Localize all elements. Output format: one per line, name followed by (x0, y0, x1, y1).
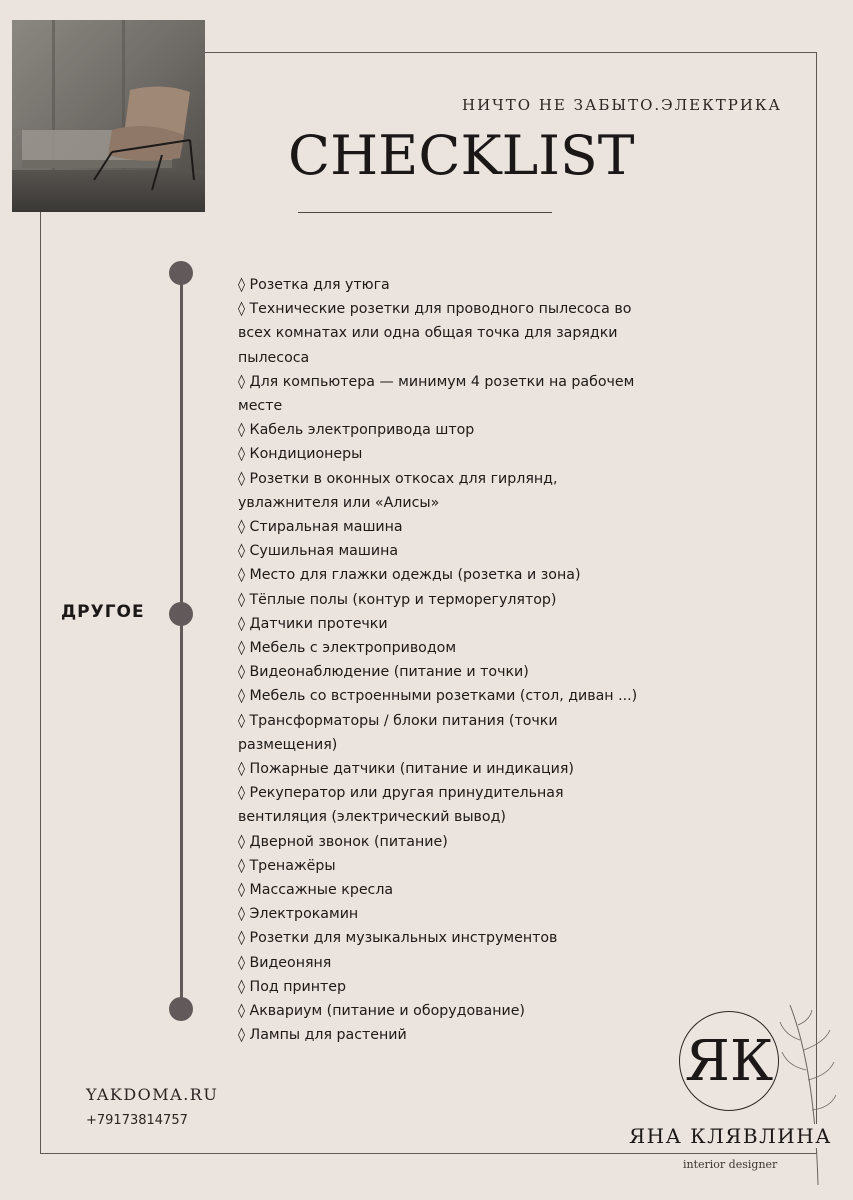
list-item: ◊ Розетки для музыкальных инструментов (238, 930, 558, 947)
list-item: ◊ Место для глажки одежды (розетка и зона) (238, 567, 581, 584)
page-subtitle: НИЧТО НЕ ЗАБЫТО.ЭЛЕКТРИКА (462, 96, 782, 114)
list-item: ◊ Розетка для утюга (238, 277, 390, 293)
list-item: ◊ Датчики протечки (238, 615, 388, 632)
list-item: ◊ Видеонаблюдение (питание и точки) (238, 664, 529, 681)
timeline-line (180, 273, 183, 1009)
page-title: CHECKLIST (288, 124, 635, 187)
list-item: месте (238, 398, 283, 415)
interior-photo (12, 20, 205, 212)
list-item: ◊ Под принтер (238, 978, 346, 995)
list-item: ◊ Видеоняня (238, 954, 332, 971)
leaf-branch-icon (770, 1000, 840, 1190)
list-item: ◊ Технические розетки для проводного пылесоса во (238, 301, 632, 318)
list-item: ◊ Для компьютера — минимум 4 розетки на рабочем (238, 373, 635, 390)
list-item: ◊ Мебель с электроприводом (238, 640, 457, 657)
list-item: пылесоса (238, 349, 310, 366)
list-item: ◊ Мебель со встроенными розетками (стол, диван ...) (238, 688, 638, 705)
list-item: ◊ Массажные кресла (238, 882, 394, 899)
phone-number[interactable]: +79173814757 (86, 1113, 188, 1128)
brand-name: ЯНА КЛЯВЛИНА (629, 1124, 832, 1148)
list-item: ◊ Тёплые полы (контур и терморегулятор) (238, 591, 557, 608)
list-item: ◊ Розетки в оконных откосах для гирлянд, (238, 470, 558, 487)
list-item: ◊ Рекуператор или другая принудительная (238, 785, 564, 802)
list-item: ◊ Сушильная машина (238, 543, 399, 560)
list-item: ◊ Дверной звонок (питание) (238, 833, 448, 850)
list-item: всех комнатах или одна общая точка для зарядки (238, 325, 618, 342)
checklist (238, 273, 678, 1048)
timeline-dot-bottom (169, 997, 193, 1021)
section-label: ДРУГОЕ (61, 602, 145, 622)
list-item: ◊ Лампы для растений (238, 1027, 407, 1044)
list-item: ◊ Кондиционеры (238, 446, 363, 463)
title-divider (298, 212, 552, 213)
timeline-dot-top (169, 261, 193, 285)
list-item: ◊ Стиральная машина (238, 519, 403, 536)
brand-monogram: ЯК (679, 1011, 779, 1111)
list-item: ◊ Электрокамин (238, 906, 359, 923)
timeline-dot-middle (169, 602, 193, 626)
list-item: ◊ Пожарные датчики (питание и индикация) (238, 761, 574, 778)
list-item: ◊ Трансформаторы / блоки питания (точки (238, 712, 558, 729)
list-item: ◊ Кабель электропривода штор (238, 422, 475, 439)
list-item: вентиляция (электрический вывод) (238, 809, 506, 826)
list-item: увлажнителя или «Алисы» (238, 494, 440, 511)
list-item: ◊ Тренажёры (238, 857, 336, 874)
website-link[interactable]: YAKDOMA.RU (86, 1085, 219, 1104)
list-item: ◊ Аквариум (питание и оборудование) (238, 1003, 525, 1020)
list-item: размещения) (238, 736, 338, 753)
brand-role: interior designer (683, 1158, 778, 1171)
